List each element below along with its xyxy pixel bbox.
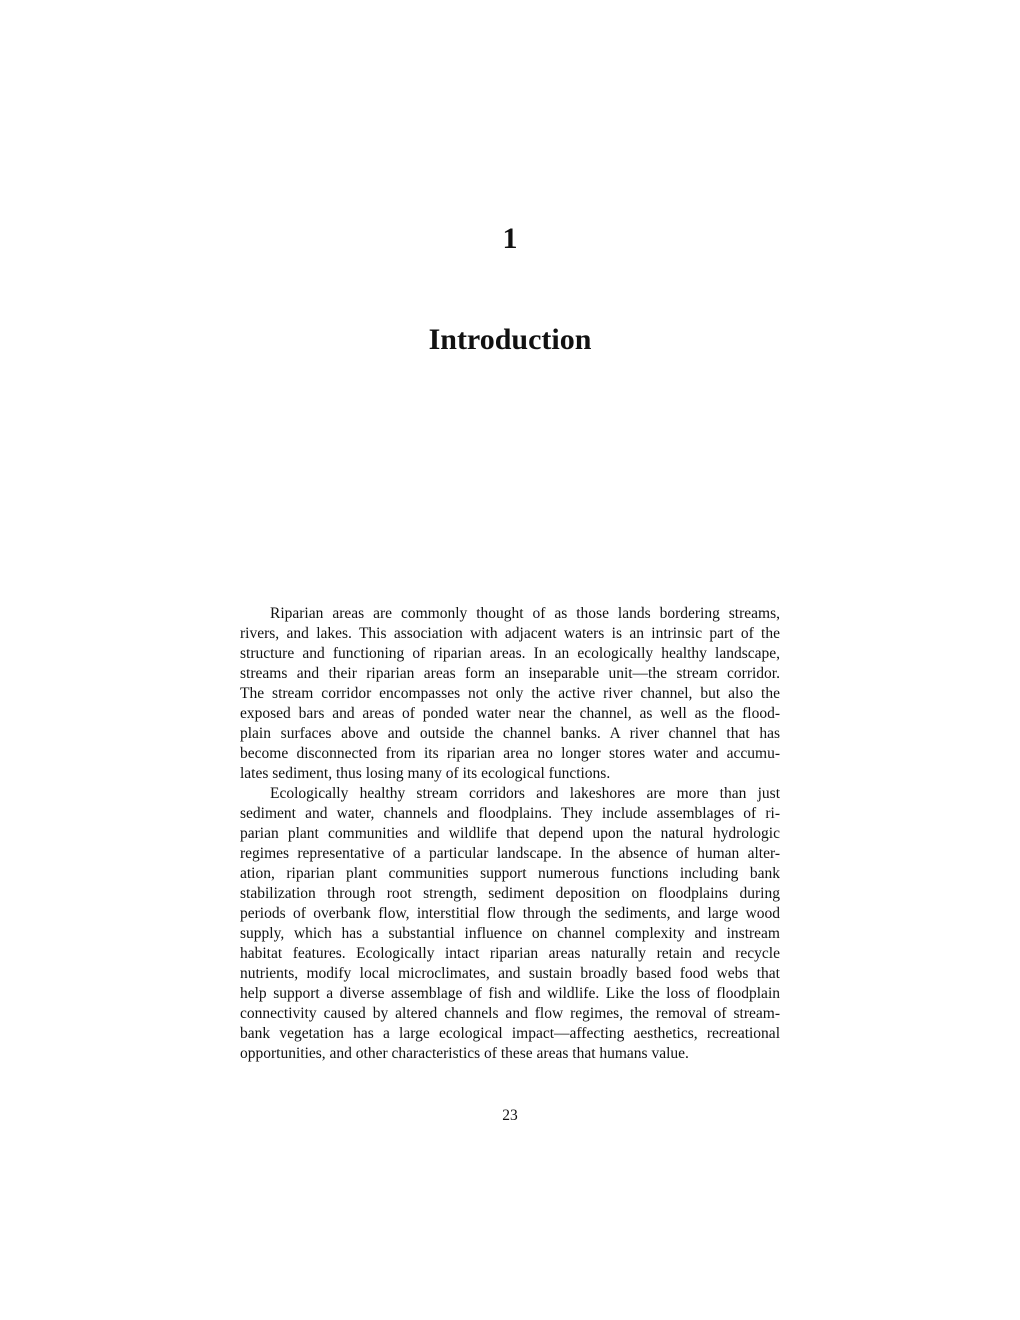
paragraph-1 xyxy=(240,604,780,784)
text-line: opportunities, and other characteristics of these areas that humans value. xyxy=(240,1045,689,1062)
text-line: parian plant communities and wildlife that depend upon the natural hydrologic xyxy=(240,825,780,842)
text-line: periods of overbank flow, interstitial flow through the sediments, and large wood xyxy=(240,905,780,922)
text-line: bank vegetation has a large ecological impact—affecting aesthetics, recreational xyxy=(240,1025,780,1042)
text-line: rivers, and lakes. This association with adjacent waters is an intrinsic part of the xyxy=(240,625,780,642)
text-line: connectivity caused by altered channels and flow regimes, the removal of stream- xyxy=(240,1005,780,1022)
text-line: lates sediment, thus losing many of its ecological functions. xyxy=(240,765,611,782)
text-line: become disconnected from its riparian area no longer stores water and accumu- xyxy=(240,745,780,762)
text-line: sediment and water, channels and floodplains. They include assemblages of ri- xyxy=(240,805,780,822)
text-line: help support a diverse assemblage of fish and wildlife. Like the loss of floodplain xyxy=(240,985,780,1002)
text-line: streams and their riparian areas form an inseparable unit—the stream corridor. xyxy=(240,665,780,682)
text-line: structure and functioning of riparian areas. In an ecologically healthy landscape, xyxy=(240,645,780,662)
text-line: ation, riparian plant communities support numerous functions including bank xyxy=(240,865,780,882)
text-line: nutrients, modify local microclimates, and sustain broadly based food webs that xyxy=(240,965,780,982)
text-line: Ecologically healthy stream corridors and lakeshores are more than just xyxy=(270,785,780,802)
text-line: The stream corridor encompasses not only the active river channel, but also the xyxy=(240,685,780,702)
text-line: supply, which has a substantial influence on channel complexity and instream xyxy=(240,925,780,942)
text-line: exposed bars and areas of ponded water near the channel, as well as the flood- xyxy=(240,705,780,722)
page-number: 23 xyxy=(502,1107,518,1124)
text-line: stabilization through root strength, sediment deposition on floodplains during xyxy=(240,885,780,902)
chapter-title: Introduction xyxy=(428,323,592,356)
text-line: habitat features. Ecologically intact riparian areas naturally retain and recycle xyxy=(240,945,780,962)
paragraph-2 xyxy=(240,784,780,1064)
text-line: regimes representative of a particular landscape. In the absence of human alter- xyxy=(240,845,780,862)
chapter-number: 1 xyxy=(502,222,518,255)
text-line: Riparian areas are commonly thought of as those lands bordering streams, xyxy=(270,605,780,622)
text-line: plain surfaces above and outside the channel banks. A river channel that has xyxy=(240,725,780,742)
body-text xyxy=(240,604,780,1064)
